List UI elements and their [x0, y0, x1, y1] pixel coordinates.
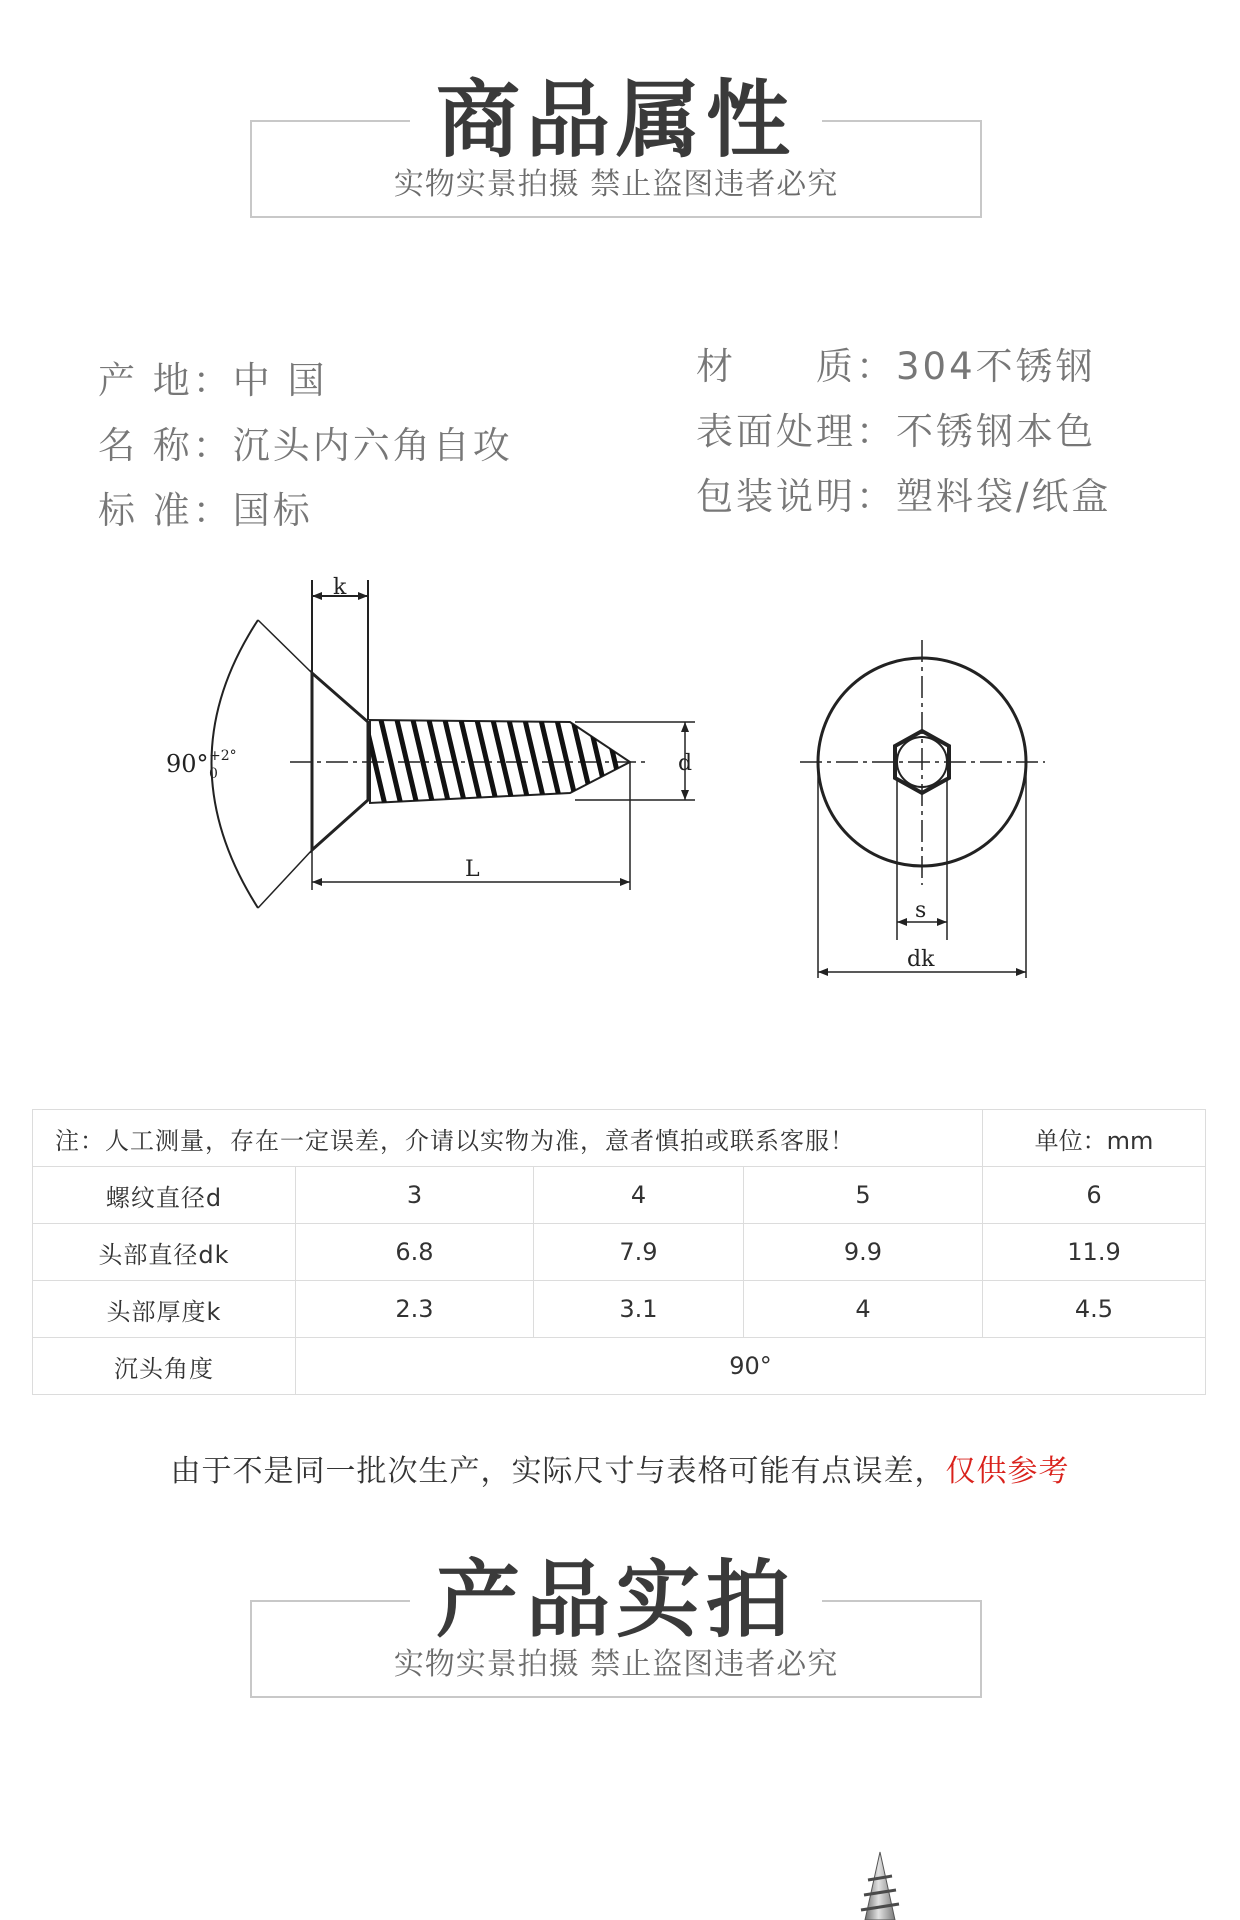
header-line-left	[250, 1600, 410, 1602]
angle-label: 90°	[166, 750, 209, 778]
arrow	[312, 592, 322, 600]
section-subtitle: 实物实景拍摄 禁止盗图违者必究	[393, 1647, 839, 1682]
arrow	[358, 592, 368, 600]
arrow	[681, 790, 689, 800]
arrow	[312, 878, 322, 886]
spec-table	[32, 1109, 1206, 1395]
attr-name	[98, 424, 513, 467]
table-cell: 5	[744, 1167, 983, 1224]
angle-tol-minus: 0	[209, 766, 218, 782]
table-cell: 90°	[296, 1338, 1206, 1395]
table-note: 注：人工测量，存在一定误差，介请以实物为准，意者慎拍或联系客服！	[33, 1110, 983, 1167]
attr-label: 表面处理：	[696, 410, 896, 453]
d-label: d	[678, 751, 693, 776]
s-label: s	[915, 898, 927, 923]
header-line-right	[822, 120, 982, 122]
footnote-text: 由于不是同一批次生产，实际尺寸与表格可能有点误差，	[170, 1454, 946, 1489]
row-label: 头部直径dk	[33, 1224, 296, 1281]
attr-label: 材 质：	[696, 345, 896, 388]
angle-arc	[212, 620, 259, 908]
table-cell: 4.5	[983, 1281, 1206, 1338]
L-label: L	[465, 857, 480, 882]
table-cell: 3	[296, 1167, 534, 1224]
table-row	[33, 1224, 1206, 1281]
attr-value: 中 国	[232, 359, 328, 402]
arrow	[897, 918, 907, 926]
attr-standard	[98, 489, 313, 532]
attr-value: 沉头内六角自攻	[232, 424, 513, 467]
attr-value: 国标	[232, 489, 313, 532]
table-cell: 4	[534, 1167, 744, 1224]
attr-label: 标 准：	[98, 489, 233, 532]
attr-value: 304不锈钢	[896, 345, 1096, 388]
table-row	[33, 1167, 1206, 1224]
attr-label: 包装说明：	[696, 475, 896, 518]
table-cell: 7.9	[534, 1224, 744, 1281]
footnote	[0, 1446, 1240, 1490]
table-cell: 3.1	[534, 1281, 744, 1338]
attr-material	[696, 345, 1096, 388]
arrow	[1016, 968, 1026, 976]
table-row	[33, 1110, 1206, 1167]
attr-label: 名 称：	[98, 424, 233, 467]
arrow	[937, 918, 947, 926]
row-label: 螺纹直径d	[33, 1167, 296, 1224]
attr-origin	[98, 359, 328, 402]
attr-value: 塑料袋/纸盒	[896, 475, 1112, 518]
table-row	[33, 1338, 1206, 1395]
arrow	[681, 722, 689, 732]
table-unit: 单位：mm	[983, 1110, 1206, 1167]
k-label: k	[333, 575, 347, 600]
attr-surface	[696, 410, 1096, 453]
attr-label: 产 地：	[98, 359, 233, 402]
table-cell: 4	[744, 1281, 983, 1338]
screw-side-view-diagram	[150, 570, 710, 930]
screw-top-view-diagram	[790, 630, 1060, 980]
footnote-highlight: 仅供参考	[945, 1454, 1070, 1489]
angle-ext-bottom	[258, 850, 312, 908]
row-label: 沉头角度	[33, 1338, 296, 1395]
section-title: 产品实拍	[435, 1550, 796, 1649]
arrow	[620, 878, 630, 886]
attr-value: 不锈钢本色	[896, 410, 1096, 453]
table-cell: 2.3	[296, 1281, 534, 1338]
angle-ext-top	[258, 620, 312, 673]
table-row	[33, 1281, 1206, 1338]
header-line-right	[822, 1600, 982, 1602]
row-label: 头部厚度k	[33, 1281, 296, 1338]
arrow	[818, 968, 828, 976]
dk-label: dk	[907, 947, 935, 972]
product-photo-screw-tip	[830, 1840, 930, 1920]
table-cell: 6.8	[296, 1224, 534, 1281]
table-cell: 9.9	[744, 1224, 983, 1281]
header-line-left	[250, 120, 410, 122]
table-cell: 6	[983, 1167, 1206, 1224]
angle-tol-plus: +2°	[209, 748, 237, 764]
section-title: 商品属性	[435, 70, 796, 169]
section-subtitle: 实物实景拍摄 禁止盗图违者必究	[393, 167, 839, 202]
table-cell: 11.9	[983, 1224, 1206, 1281]
attr-packaging	[696, 475, 1112, 518]
